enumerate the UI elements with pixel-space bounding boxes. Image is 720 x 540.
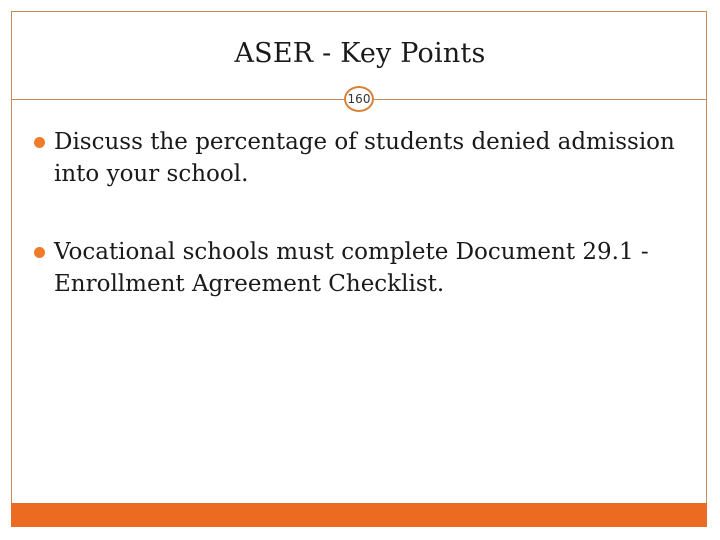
bullet-text: Vocational schools must complete Document 29.1 - Enrollment Agreement Checklist. [54,239,649,297]
bullet-dot-icon [34,247,45,258]
slide-title: ASER - Key Points [234,38,486,69]
bullet-item [34,236,694,300]
bullet-text: Discuss the percentage of students denied admission into your school. [54,129,675,187]
bullet-dot-icon [34,137,45,148]
footer-accent-bar [11,503,707,527]
bullet-item [34,126,694,190]
page-number-badge: 160 [344,86,374,112]
